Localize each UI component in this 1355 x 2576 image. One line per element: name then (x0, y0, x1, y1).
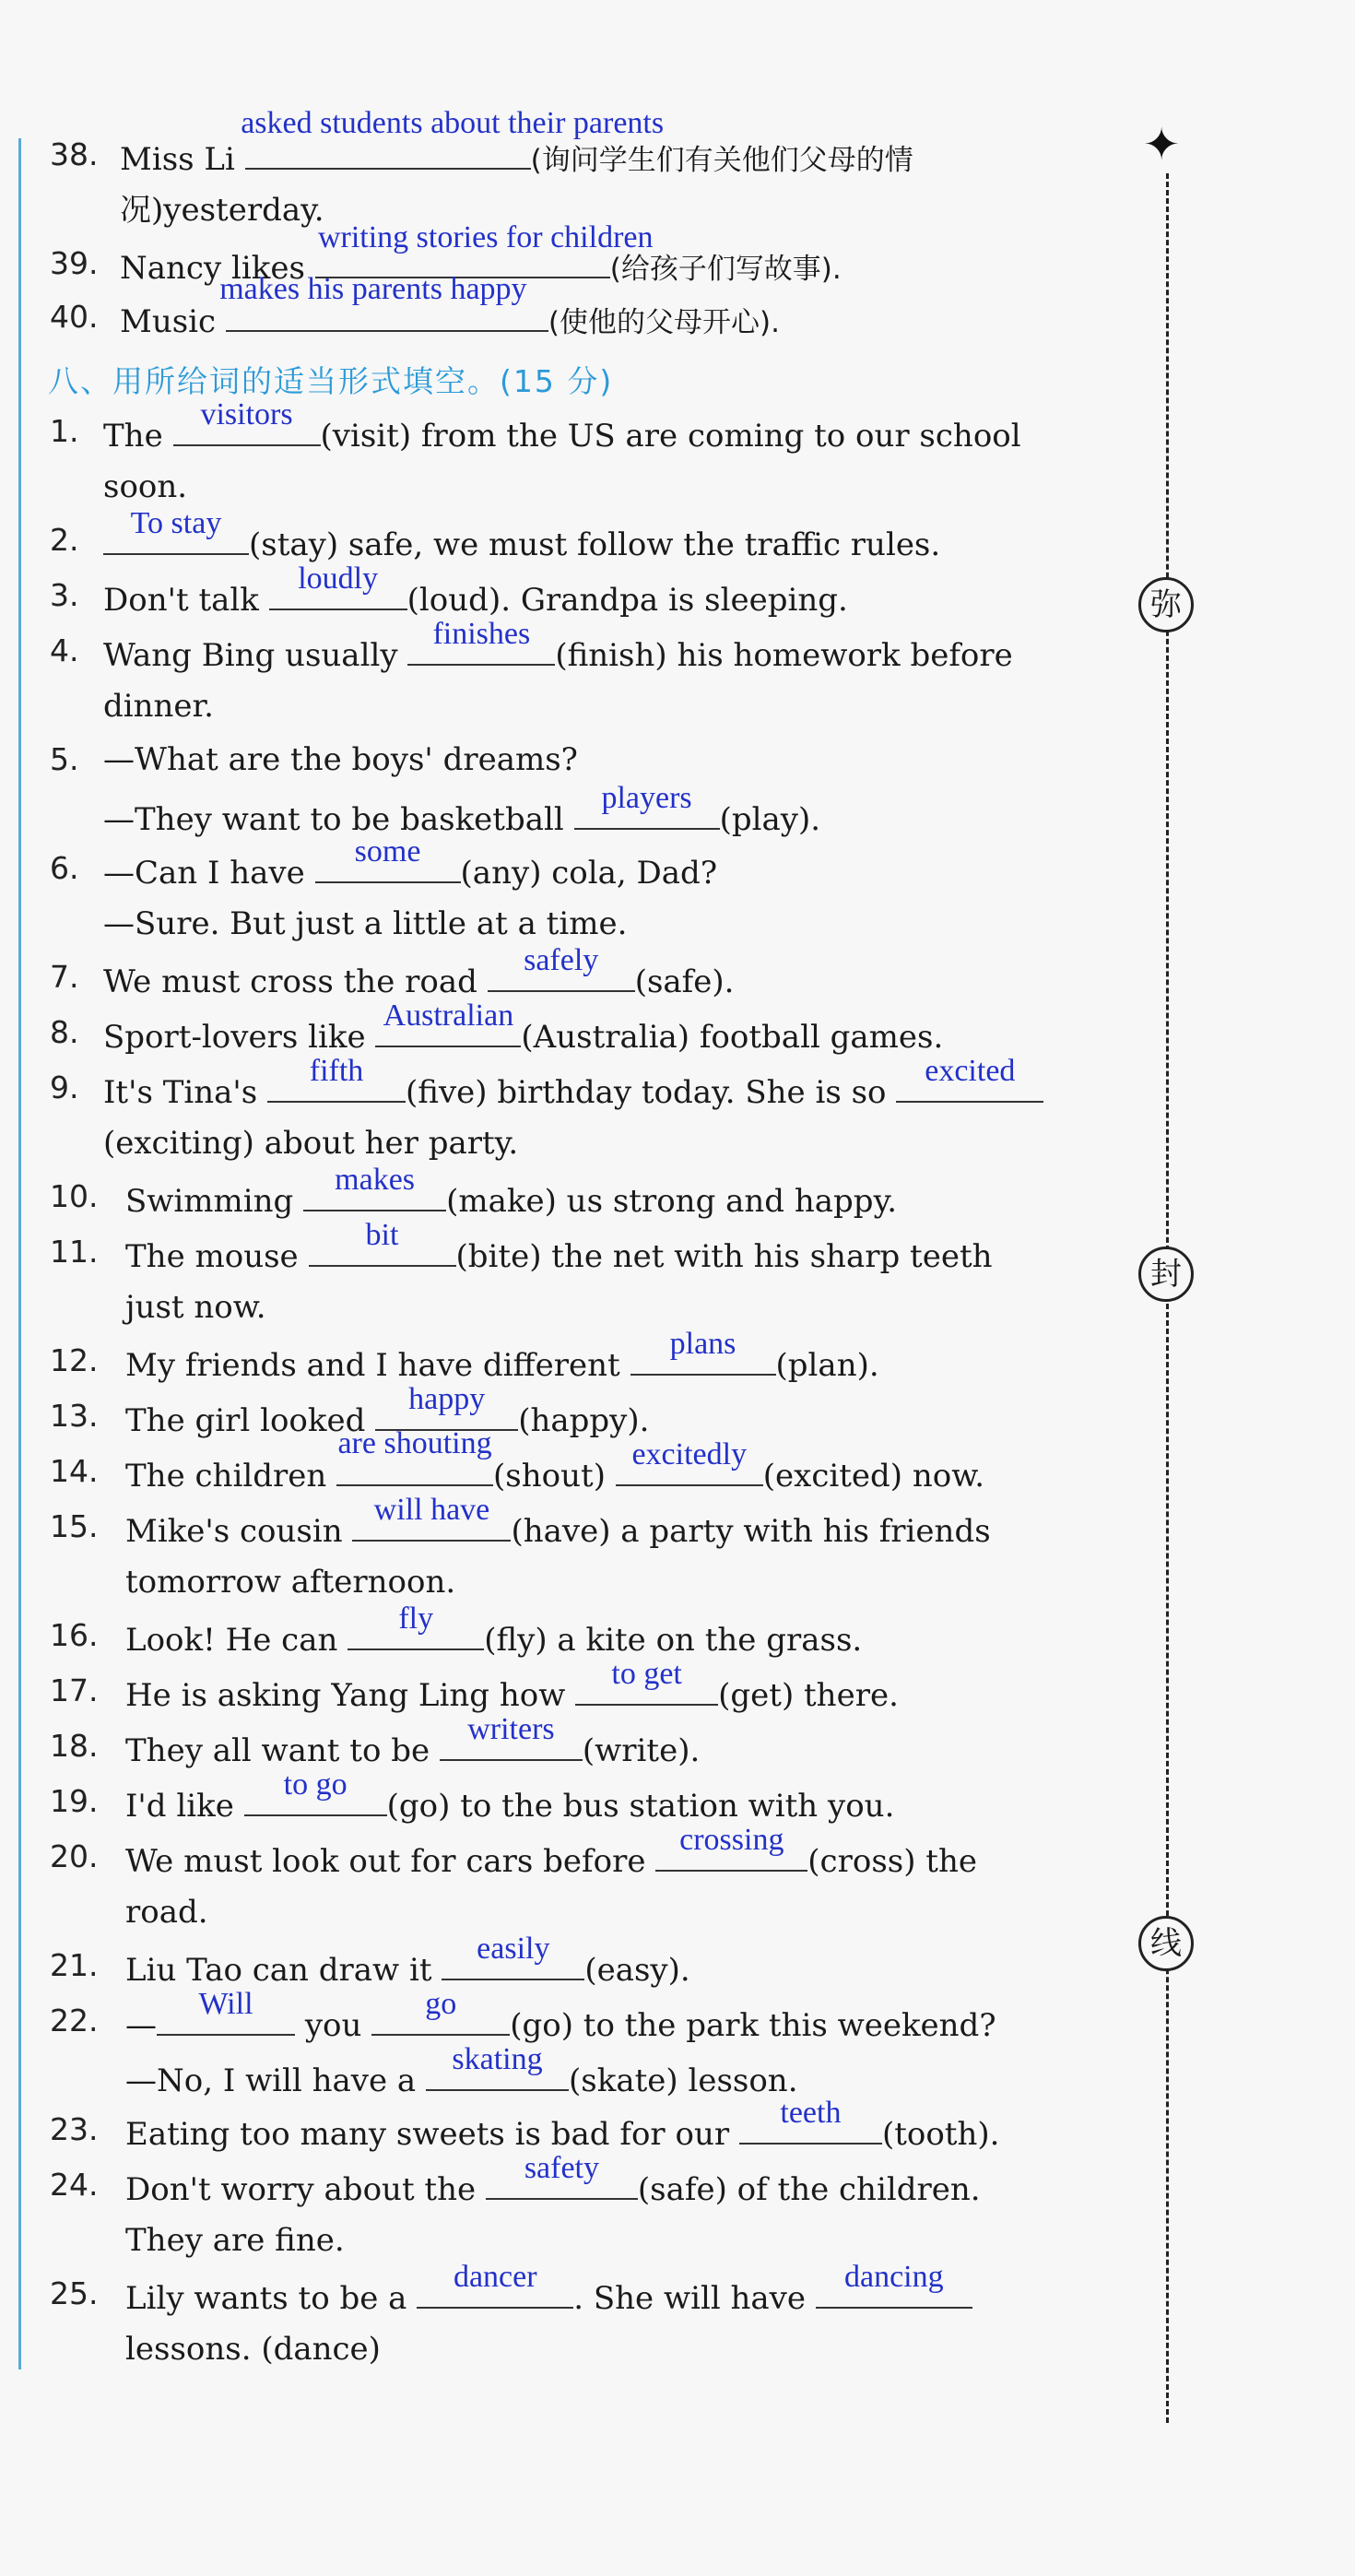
answer-blank[interactable] (896, 1054, 1043, 1103)
question-text: Nancy likes (120, 250, 305, 287)
answer-blank[interactable] (173, 397, 321, 446)
question-40 (120, 272, 780, 343)
question-5-prompt: —What are the boys' dreams? (103, 741, 578, 778)
question-number: 21. (50, 1947, 99, 1983)
answer-text: to get (611, 1657, 682, 1691)
question-22-reply (125, 2042, 798, 2101)
question-number: 24. (50, 2167, 99, 2203)
question-text: Don't talk (103, 582, 259, 619)
answer-text: finishes (432, 617, 531, 651)
answer-text: visitors (200, 397, 293, 431)
question-number: 23. (50, 2111, 99, 2147)
answer-text: safety (524, 2151, 599, 2185)
question-number: 38. (50, 136, 99, 172)
answer-blank[interactable] (219, 272, 548, 332)
question-text: The children (125, 1458, 327, 1495)
question-text: (plan). (775, 1347, 879, 1384)
question-25-continued: lessons. (dance) (125, 2331, 381, 2368)
question-8 (103, 998, 944, 1058)
answer-blank[interactable] (157, 1987, 295, 2036)
question-number: 8. (50, 1014, 79, 1050)
answer-text: to go (283, 1767, 348, 1802)
question-text: I'd like (125, 1788, 234, 1825)
answer-blank[interactable] (244, 1767, 387, 1816)
question-24 (125, 2151, 981, 2210)
question-number: 17. (50, 1672, 99, 1708)
question-text: (easy). (584, 1952, 690, 1989)
question-text: (play). (719, 801, 821, 838)
seal-mark-feng: 封 (1138, 1247, 1194, 1302)
question-text: (Australia) football games. (521, 1019, 944, 1056)
answer-blank[interactable] (486, 2151, 638, 2200)
question-text: (happy). (518, 1402, 650, 1439)
question-text: Music (120, 303, 217, 340)
question-text: Mike's cousin (125, 1513, 343, 1550)
question-6-reply: —Sure. But just a little at a time. (103, 905, 628, 942)
answer-blank[interactable] (103, 506, 249, 555)
question-text: (make) us strong and happy. (446, 1183, 898, 1220)
question-text: you (304, 2007, 362, 2044)
question-text: Liu Tao can draw it (125, 1952, 432, 1989)
answer-text: Will (198, 1987, 253, 2021)
answer-text: safely (524, 943, 599, 977)
question-text: Lily wants to be a (125, 2280, 407, 2317)
answer-text: plans (669, 1327, 736, 1361)
question-5 (103, 781, 821, 840)
answer-text: fifth (309, 1054, 364, 1088)
question-text: (tooth). (881, 2116, 1000, 2153)
question-16 (125, 1601, 863, 1660)
question-number: 11. (50, 1234, 99, 1270)
question-15-continued: tomorrow afternoon. (125, 1564, 456, 1601)
question-text: . She will have (573, 2280, 807, 2317)
answer-text: go (425, 1987, 457, 2021)
answer-text: happy (408, 1382, 486, 1416)
answer-blank[interactable] (309, 1218, 456, 1267)
answer-blank[interactable] (371, 1987, 510, 2036)
question-text: (finish) his homework before (555, 637, 1013, 674)
answer-blank[interactable] (488, 943, 635, 992)
question-number: 18. (50, 1728, 99, 1764)
question-hint: (使他的父母开心). (548, 306, 780, 339)
question-text: —No, I will have a (125, 2062, 417, 2099)
question-10 (125, 1163, 898, 1222)
question-text: We must cross the road (103, 963, 477, 1000)
question-number: 7. (50, 959, 79, 995)
question-20 (125, 1823, 977, 1882)
answer-text: easily (477, 1932, 550, 1966)
question-text: — (125, 2007, 157, 2044)
answer-blank[interactable] (426, 2042, 569, 2091)
question-2 (103, 506, 941, 565)
answer-blank[interactable] (241, 106, 665, 170)
question-text: The girl looked (125, 1402, 366, 1439)
answer-text: will have (373, 1493, 490, 1527)
answer-blank[interactable] (303, 1163, 446, 1211)
question-18 (125, 1712, 701, 1771)
question-11 (125, 1218, 993, 1277)
question-text: Wang Bing usually (103, 637, 398, 674)
answer-blank[interactable] (352, 1493, 511, 1542)
question-25 (125, 2260, 972, 2319)
answer-blank[interactable] (442, 1932, 584, 1980)
answer-text: some (354, 834, 421, 869)
question-text: (visit) from the US are coming to our school (320, 418, 1021, 455)
question-6 (103, 834, 718, 893)
question-text: —They want to be basketball (103, 801, 564, 838)
question-number: 39. (50, 245, 99, 281)
question-text: My friends and I have different (125, 1347, 620, 1384)
answer-text: are shouting (337, 1426, 492, 1460)
question-1 (103, 397, 1021, 456)
question-hint: (给孩子们写故事). (609, 253, 842, 286)
answer-text: excited (925, 1054, 1016, 1088)
question-text: (shout) (493, 1458, 606, 1495)
question-number: 9. (50, 1069, 79, 1105)
answer-blank[interactable] (267, 1054, 406, 1103)
answer-text: writers (467, 1712, 555, 1746)
question-number: 25. (50, 2275, 99, 2311)
answer-text: writing stories for children (317, 220, 654, 254)
answer-text: Australian (383, 998, 514, 1033)
question-text: (five) birthday today. She is so (406, 1074, 887, 1111)
question-15 (125, 1493, 991, 1552)
question-hint: (询问学生们有关他们父母的情 (530, 144, 913, 177)
answer-text: loudly (298, 561, 379, 596)
answer-blank[interactable] (574, 781, 720, 830)
question-4-continued: dinner. (103, 688, 214, 725)
question-text: We must look out for cars before (125, 1843, 646, 1880)
question-9-continued: (exciting) about her party. (103, 1125, 519, 1162)
question-text: (safe) of the children. (637, 2171, 981, 2208)
question-number: 19. (50, 1783, 99, 1819)
question-text: Sport-lovers like (103, 1019, 366, 1056)
question-text: (safe). (634, 963, 735, 1000)
answer-text: skating (452, 2042, 543, 2076)
question-number: 6. (50, 850, 79, 886)
answer-blank[interactable] (336, 1426, 493, 1486)
question-text: (go) to the park this weekend? (510, 2007, 996, 2044)
answer-text: teeth (780, 2096, 842, 2130)
question-text: (any) cola, Dad? (460, 855, 718, 892)
question-text: (skate) lesson. (569, 2062, 798, 2099)
question-text: (have) a party with his friends (511, 1513, 991, 1550)
question-text: The (103, 418, 163, 455)
question-number: 20. (50, 1838, 99, 1874)
question-text: He is asking Yang Ling how (125, 1677, 566, 1714)
answer-text: excitedly (631, 1437, 748, 1471)
answer-blank[interactable] (440, 1712, 583, 1761)
question-number: 15. (50, 1508, 99, 1544)
question-1-continued: soon. (103, 468, 188, 505)
seal-mark-xian: 线 (1138, 1916, 1194, 1971)
answer-text: asked students about their parents (241, 106, 665, 140)
answer-text: crossing (679, 1823, 784, 1857)
question-number: 1. (50, 413, 79, 449)
question-24-continued: They are fine. (125, 2222, 345, 2259)
question-text: (bite) the net with his sharp teeth (455, 1238, 993, 1275)
question-text: (excited) now. (762, 1458, 985, 1495)
question-number: 12. (50, 1342, 99, 1378)
question-text: Miss Li (120, 141, 235, 178)
question-number: 2. (50, 522, 79, 558)
answer-blank[interactable] (655, 1823, 807, 1872)
question-text: (loud). Grandpa is sleeping. (406, 582, 848, 619)
question-38 (120, 106, 913, 181)
question-text: (stay) safe, we must follow the traffic rules. (249, 526, 941, 563)
answer-text: dancing (844, 2260, 944, 2294)
seal-mark-mi: 弥 (1138, 577, 1194, 632)
question-number: 40. (50, 299, 99, 335)
question-11-continued: just now. (125, 1289, 266, 1326)
question-number: 13. (50, 1398, 99, 1434)
question-number: 3. (50, 577, 79, 613)
section-title: 八、用所给词的适当形式填空。(15 分) (48, 363, 614, 399)
question-text: (write). (582, 1732, 701, 1769)
answer-blank[interactable] (739, 2096, 882, 2145)
question-38-continued: 况)yesterday. (120, 192, 324, 229)
answer-blank[interactable] (816, 2260, 972, 2309)
answer-blank[interactable] (315, 834, 461, 883)
question-text: The mouse (125, 1238, 299, 1275)
answer-text: makes his parents happy (219, 272, 527, 306)
question-20-continued: road. (125, 1894, 208, 1931)
answer-blank[interactable] (616, 1437, 763, 1486)
question-number: 10. (50, 1178, 99, 1214)
answer-blank[interactable] (375, 998, 521, 1047)
answer-text: players (601, 781, 692, 815)
question-text: Look! He can (125, 1622, 338, 1659)
answer-text: dancer (453, 2260, 537, 2294)
question-text: Eating too many sweets is bad for our (125, 2116, 730, 2153)
answer-blank[interactable] (630, 1327, 776, 1376)
question-text: Don't worry about the (125, 2171, 477, 2208)
question-14 (125, 1426, 985, 1496)
question-text: (get) there. (718, 1677, 899, 1714)
answer-blank[interactable] (348, 1601, 484, 1650)
answer-text: bit (365, 1218, 399, 1252)
question-number: 14. (50, 1453, 99, 1489)
question-text: They all want to be (125, 1732, 430, 1769)
question-text: It's Tina's (103, 1074, 258, 1111)
answer-blank[interactable] (269, 561, 407, 610)
question-text: —Can I have (103, 855, 305, 892)
question-text: (fly) a kite on the grass. (484, 1622, 863, 1659)
question-text: (go) to the bus station with you. (386, 1788, 895, 1825)
answer-blank[interactable] (407, 617, 555, 666)
answer-text: fly (398, 1601, 434, 1636)
question-number: 5. (50, 741, 79, 777)
question-number: 16. (50, 1617, 99, 1653)
answer-text: makes (335, 1163, 416, 1197)
question-9 (103, 1054, 1043, 1113)
answer-text: To stay (130, 506, 222, 540)
question-number: 4. (50, 632, 79, 668)
answer-blank[interactable] (575, 1657, 718, 1706)
question-text: Swimming (125, 1183, 294, 1220)
question-text: (cross) the (807, 1843, 977, 1880)
star-icon: ✦ (1143, 119, 1181, 171)
answer-blank[interactable] (417, 2260, 573, 2309)
left-margin-rule (18, 138, 21, 2369)
question-number: 22. (50, 2003, 99, 2038)
question-4 (103, 617, 1013, 676)
